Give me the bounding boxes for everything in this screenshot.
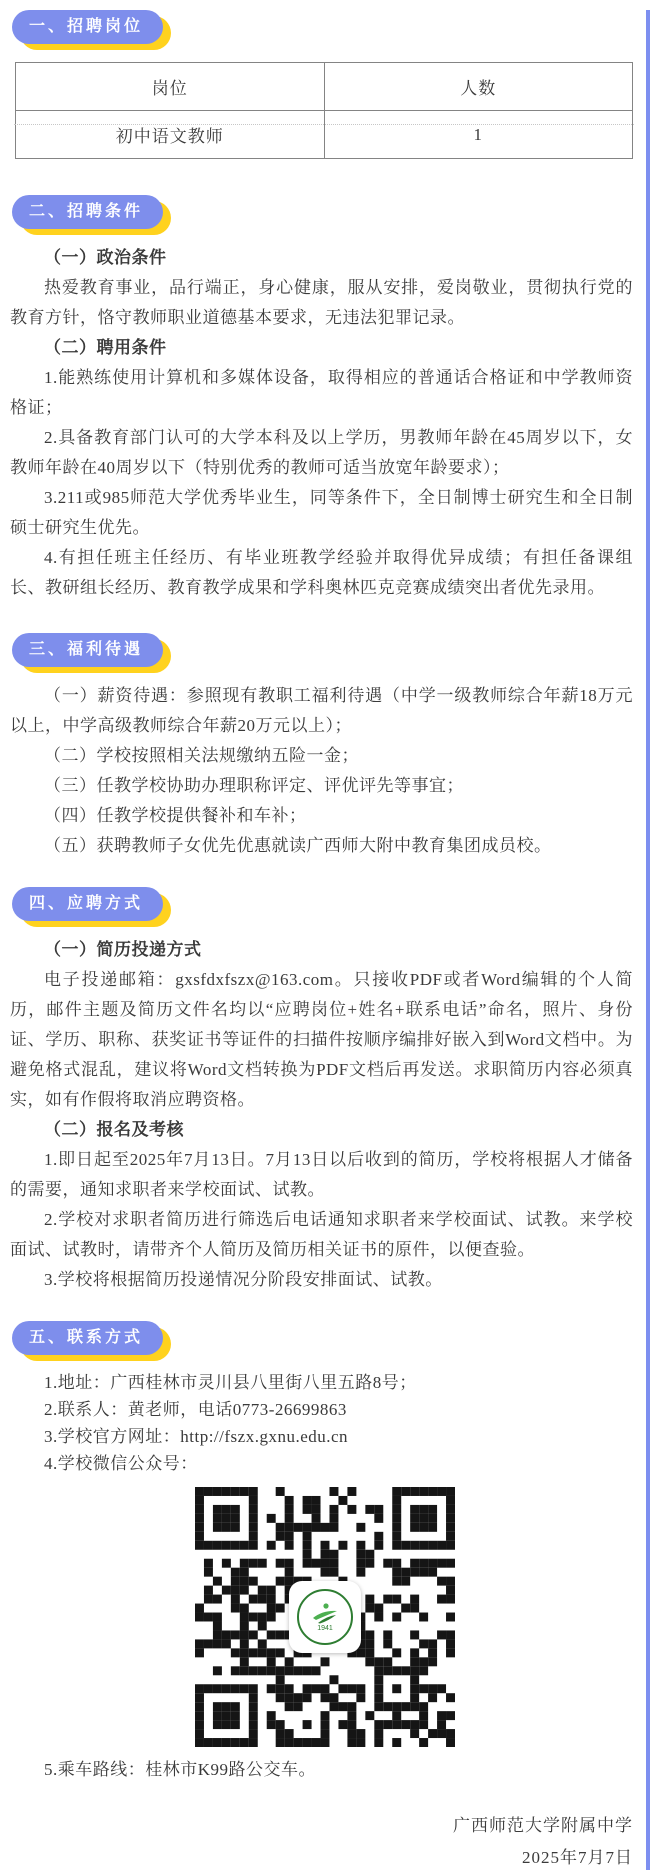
paragraph: （五）获聘教师子女优先优惠就读广西师大附中教育集团成员校。 — [44, 836, 552, 855]
position-value: 初中语文教师 — [115, 127, 224, 146]
section-4-header-row — [0, 887, 650, 921]
subheading-resume-delivery: （一）简历投递方式 — [44, 940, 202, 959]
subheading-employment-conditions: （二）聘用条件 — [44, 338, 167, 357]
contact-item-website: 3.学校官方网址：http://fszx.gxnu.edu.cn — [44, 1427, 349, 1446]
paragraph: （四）任教学校提供餐补和车补； — [44, 806, 307, 825]
section-2-header-row — [0, 195, 650, 229]
section-badge-contact-info: 五、联系方式 — [12, 1321, 163, 1355]
section-3-body — [10, 681, 633, 861]
subheading-political-conditions: （一）政治条件 — [44, 248, 167, 267]
school-logo — [289, 1581, 361, 1653]
table-row — [16, 111, 633, 159]
wechat-qr-code — [195, 1487, 455, 1747]
paragraph: （一）薪资待遇：参照现有教职工福利待遇（中学一级教师综合年薪18万元以上，中学高级教师综合年薪20万元以上）； — [10, 686, 633, 735]
paragraph: 1.即日起至2025年7月13日。7月13日以后收到的简历，学校将根据人才储备的需要，通知求职者来学校面试、试教。 — [10, 1150, 633, 1199]
dotted-artifact-line — [14, 124, 326, 125]
document-footer — [0, 1811, 633, 1873]
paragraph: 3.211或985师范大学优秀毕业生，同等条件下，全日制博士研究生和全日制硕士研究生优先。 — [10, 488, 633, 537]
table-header-position: 岗位 — [16, 63, 325, 111]
paragraph: （三）任教学校协助办理职称评定、评优评先等事宜； — [44, 776, 464, 795]
contact-item-person-phone: 2.联系人：黄老师，电话0773-26699863 — [44, 1400, 347, 1419]
section-1-header-row — [0, 10, 650, 44]
paragraph: 4.有担任班主任经历、有毕业班教学经验并取得优异成绩；有担任备课组长、教研组长经历、教育教学成果和学科奥林匹克竞赛成绩突出者优先录用。 — [10, 548, 633, 597]
section-4-body — [10, 935, 633, 1295]
section-5-body — [10, 1369, 633, 1477]
footer-organization: 广西师范大学附属中学 — [453, 1816, 633, 1835]
section-badge-apply-method: 四、应聘方式 — [12, 887, 163, 921]
section-badge-benefits: 三、福利待遇 — [12, 633, 163, 667]
paragraph: （二）学校按照相关法规缴纳五险一金； — [44, 746, 359, 765]
contact-item-wechat-label: 4.学校微信公众号： — [44, 1454, 198, 1473]
paragraph: 2.具备教育部门认可的大学本科及以上学历，男教师年龄在45周岁以下，女教师年龄在40周岁以下（特别优秀的教师可适当放宽年龄要求）； — [10, 428, 633, 477]
section-5-header-row — [0, 1321, 650, 1355]
page-right-accent-bar — [646, 10, 650, 1870]
school-logo-circle — [297, 1589, 353, 1645]
contact-item-bus-route-row — [10, 1755, 633, 1785]
paragraph: 热爱教育事业，品行端正，身心健康，服从安排，爱岗敬业，贯彻执行党的教育方针，恪守教师职业道德基本要求，无违法犯罪记录。 — [10, 278, 633, 327]
headcount-value: 1 — [473, 124, 483, 144]
subheading-signup-assessment: （二）报名及考核 — [44, 1120, 184, 1139]
paragraph-email-instructions: 电子投递邮箱：gxsfdxfszx@163.com。只接收PDF或者Word编辑的个人简历，邮件主题及简历文件名均以“应聘岗位+姓名+联系电话”命名，照片、身份证、学历、职称、获奖证书等证件的扫描件按顺序编排好嵌入到Word文档中。为避免格式混乱，建议将Word文档转换为PDF文档后再发送。求职简历内容必须真实，如有作假将取消应聘资格。 — [10, 970, 633, 1109]
contact-item-bus-route: 5.乘车路线：桂林市K99路公交车。 — [44, 1760, 317, 1779]
section-3-header-row — [0, 633, 650, 667]
table-cell-position — [16, 111, 325, 159]
table-header-row — [16, 63, 633, 111]
contact-item-address: 1.地址：广西桂林市灵川县八里街八里五路8号； — [44, 1373, 417, 1392]
recruit-post-table — [15, 62, 633, 159]
paragraph: 1.能熟练使用计算机和多媒体设备，取得相应的普通话合格证和中学教师资格证； — [10, 368, 633, 417]
school-logo-year: 1941 — [317, 1625, 333, 1632]
table-cell-headcount — [324, 111, 633, 159]
section-2-body — [10, 243, 633, 603]
section-badge-recruit-post: 一、招聘岗位 — [12, 10, 163, 44]
school-logo-figure-icon — [311, 1602, 339, 1624]
footer-date: 2025年7月7日 — [522, 1848, 633, 1867]
section-badge-recruit-conditions: 二、招聘条件 — [12, 195, 163, 229]
table-header-headcount: 人数 — [324, 63, 633, 111]
paragraph: 3.学校将根据简历投递情况分阶段安排面试、试教。 — [44, 1270, 443, 1289]
paragraph: 2.学校对求职者简历进行筛选后电话通知求职者来学校面试、试教。来学校面试、试教时，请带齐个人简历及简历相关证书的原件，以便查验。 — [10, 1210, 633, 1259]
